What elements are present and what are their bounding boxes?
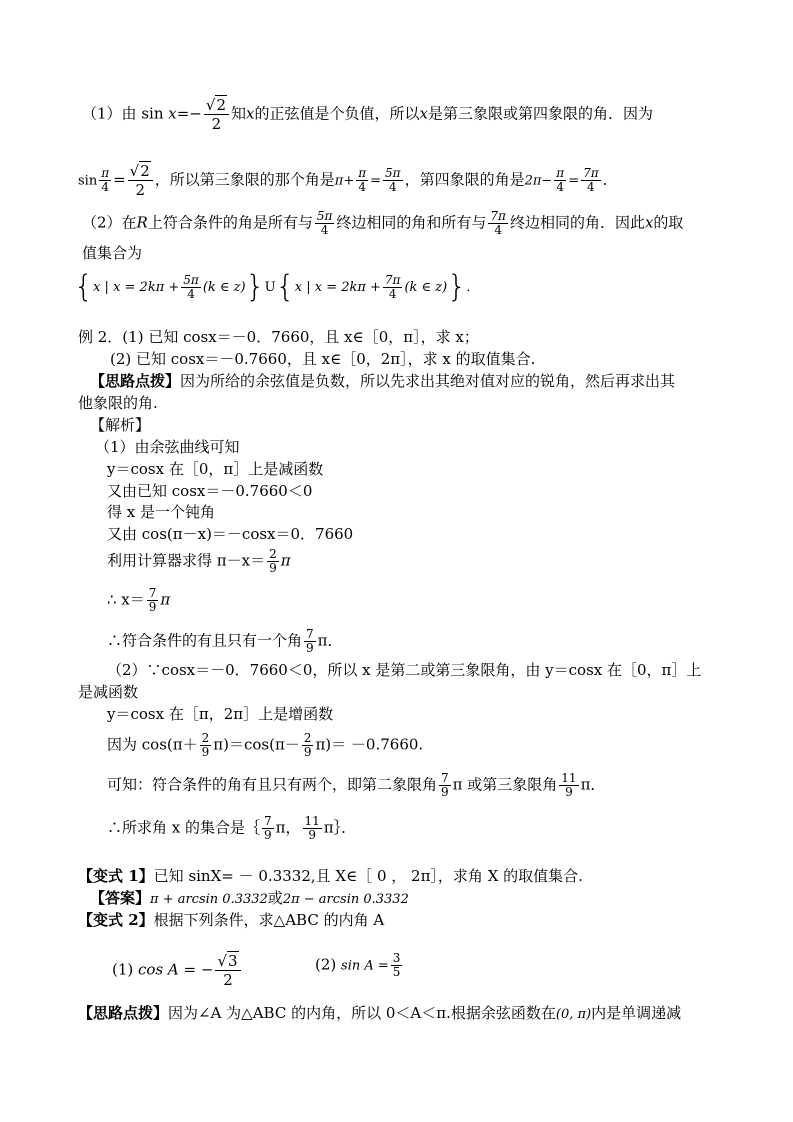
hint-line-2: 他象限的角. <box>78 394 158 412</box>
para-2 <box>78 162 618 199</box>
math-var: x <box>644 213 654 232</box>
text: π 或第三象限角 <box>452 775 558 794</box>
math-var: π <box>160 590 171 609</box>
fraction: $\frac{√2}{2}$ <box>128 162 153 199</box>
text: 内是单调递减 <box>591 1004 682 1022</box>
fraction: $\frac{\pi}{4}$ <box>556 166 565 194</box>
answer <box>90 888 409 910</box>
solution-2-line-4 <box>107 732 423 759</box>
solution-2-line-5 <box>107 772 605 799</box>
hint-2 <box>78 1003 681 1025</box>
fraction: $\frac{√2}{2}$ <box>204 96 229 133</box>
math-op: = <box>113 170 126 189</box>
fraction: $\frac{2}{9}$ <box>201 731 210 759</box>
solution-1-line-7 <box>107 587 170 614</box>
math-sin: sin <box>141 104 164 123</box>
left-brace: { <box>74 269 94 305</box>
answer-tag: 【答案】 <box>90 889 151 907</box>
text: 因为∠A 为△ABC 的内角，所以 0＜A＜π.根据余弦函数在 <box>168 1004 556 1022</box>
variant-tag: 【变式 1】 <box>78 867 154 885</box>
text: ，第四象限的角是 <box>404 170 525 189</box>
para-1 <box>82 96 653 133</box>
text: π， <box>275 818 301 837</box>
math-op: =− <box>176 104 202 123</box>
text: （2）在 <box>82 213 137 232</box>
text: 的取 <box>653 213 684 232</box>
fraction: $\frac{7}{9}$ <box>306 627 314 655</box>
text: 或 <box>267 889 283 907</box>
fraction: $\frac{√3}{2}$ <box>215 952 240 989</box>
hint-line-1 <box>90 371 675 391</box>
math-expr: x | x = 2kπ + <box>93 280 180 295</box>
jiexi-tag: 【解析】 <box>90 416 151 434</box>
solution-2-line-1: （2）∵cosx＝－0．7660＜0，所以 x 是第二或第三象限角，由 y＝cosx 在［0，π］上 <box>107 661 702 679</box>
text: 终边相同的角和所有与 <box>336 213 487 232</box>
math-var: x <box>168 104 177 123</box>
fraction: $\frac{2}{9}$ <box>303 731 312 759</box>
fraction: $\frac{7}{9}$ <box>148 586 157 614</box>
text: ． <box>466 280 480 295</box>
text: 终边相同的角．因此 <box>509 213 645 232</box>
variant-2 <box>78 910 384 930</box>
fraction: $\frac{3}{5}$ <box>392 951 401 979</box>
math-expr: (k ∈ z) <box>202 280 246 295</box>
text: ． <box>602 170 618 189</box>
solution-1-line-2: y＝cosx 在［0，π］上是减函数 <box>107 460 324 478</box>
text: ∴所求角 x 的集合是｛ <box>107 818 260 837</box>
solution-2-line-3: y＝cosx 在［π，2π］上是增函数 <box>107 705 334 723</box>
math-sin: sin <box>78 173 98 189</box>
math-expr: sin A = <box>341 958 389 974</box>
math-op: = <box>370 173 382 189</box>
hint-tag: 【思路点拨】 <box>78 1004 169 1022</box>
text: 可知：符合条件的角有且只有两个，即第二象限角 <box>107 775 438 794</box>
solution-1-line-1: （1）由余弦曲线可知 <box>95 438 240 456</box>
fraction: $\frac{11}{9}$ <box>304 814 320 842</box>
item-number: (2) <box>315 955 337 974</box>
fraction: $\frac{\pi}{4}$ <box>358 166 367 194</box>
fraction: $\frac{5\pi}{4}$ <box>316 209 333 237</box>
variant-2-item-2 <box>315 952 404 979</box>
fraction: $\frac{\pi}{4}$ <box>101 166 110 194</box>
text: ，所以第三象限的那个角是 <box>154 170 335 189</box>
math-expr: π+ <box>334 173 355 189</box>
solution-1-line-4: 得 x 是一个钝角 <box>107 503 215 521</box>
solution-1-line-5: 又由 cos(π－x)＝－cosx＝0．7660 <box>107 525 354 543</box>
text: 的正弦值是个负值，所以 <box>254 104 420 123</box>
text: π)＝ －0.7660. <box>315 735 424 754</box>
math-expr: 2π− <box>524 173 553 189</box>
item-number: (1) <box>112 960 134 979</box>
example-2-line-1: 例 2．(1) 已知 cosx＝－0．7660，且 x∈［0，π］，求 x； <box>78 328 479 346</box>
left-brace: { <box>275 269 295 305</box>
fraction: $\frac{7\pi}{4}$ <box>384 273 401 301</box>
text: 因为所给的余弦值是负数，所以先求出其绝对值对应的锐角，然后再求出其 <box>180 372 676 390</box>
text: ∴符合条件的有且只有一个角 <box>107 631 303 650</box>
solution-2-line-2: 是减函数 <box>78 683 139 701</box>
math-expr: (k ∈ z) <box>404 280 448 295</box>
para-3 <box>82 210 683 237</box>
set-expression <box>74 269 480 305</box>
text: （1）由 <box>82 104 137 123</box>
solution-1-line-6 <box>107 548 291 575</box>
text: π． <box>317 631 343 650</box>
para-4: 值集合为 <box>82 244 143 262</box>
math-op: = <box>568 173 580 189</box>
right-brace: } <box>245 269 265 305</box>
text: 根据下列条件，求△ABC 的内角 A <box>153 911 385 929</box>
fraction: $\frac{7\pi}{4}$ <box>490 209 506 237</box>
text: 因为 cos(π＋ <box>107 735 198 754</box>
solution-2-line-6 <box>107 815 356 842</box>
fraction: $\frac{2}{9}$ <box>269 547 277 575</box>
math-var: x <box>419 104 428 123</box>
variant-1 <box>78 866 583 886</box>
math-var: R <box>136 213 148 232</box>
fraction: $\frac{5\pi}{4}$ <box>183 273 199 301</box>
right-brace: } <box>447 269 467 305</box>
example-2-line-2: (2) 已知 cosx＝－0.7660，且 x∈［0，2π］，求 x 的取值集合. <box>110 350 536 368</box>
text: π)＝cos(π－ <box>213 735 300 754</box>
variant-tag: 【变式 2】 <box>78 911 154 929</box>
math-expr: cos A = − <box>138 960 214 979</box>
fraction: $\frac{7}{9}$ <box>264 814 272 842</box>
variant-2-item-1 <box>112 952 243 989</box>
union-symbol: U <box>264 280 276 295</box>
math-var: π <box>280 551 291 570</box>
math-expr: x | x = 2kπ + <box>294 280 381 295</box>
hint-tag: 【思路点拨】 <box>90 372 181 390</box>
text: π｝． <box>323 818 357 837</box>
math-var: x <box>246 104 255 123</box>
fraction: $\frac{7\pi}{4}$ <box>583 166 599 194</box>
text: 上符合条件的角是所有与 <box>147 213 313 232</box>
text: 已知 sinX= － 0.3332,且 X∈［ 0 ， 2π］，求角 X 的取值集合. <box>153 867 583 885</box>
text: π． <box>580 775 606 794</box>
text: 利用计算器求得 π－x＝ <box>107 551 266 570</box>
solution-1-line-8 <box>107 628 343 655</box>
text: ∴ x＝ <box>107 590 145 609</box>
math-expr: (0, π) <box>555 1007 592 1022</box>
math-expr: 2π − arcsin 0.3332 <box>282 892 409 907</box>
fraction: $\frac{11}{9}$ <box>561 771 577 799</box>
fraction: $\frac{5\pi}{4}$ <box>385 166 401 194</box>
fraction: $\frac{7}{9}$ <box>441 771 449 799</box>
math-expr: π + arcsin 0.3332 <box>150 892 268 907</box>
text: 是第三象限或第四象限的角．因为 <box>427 104 653 123</box>
text: 知 <box>230 104 246 123</box>
solution-1-line-3: 又由已知 cosx＝－0.7660＜0 <box>107 482 313 500</box>
